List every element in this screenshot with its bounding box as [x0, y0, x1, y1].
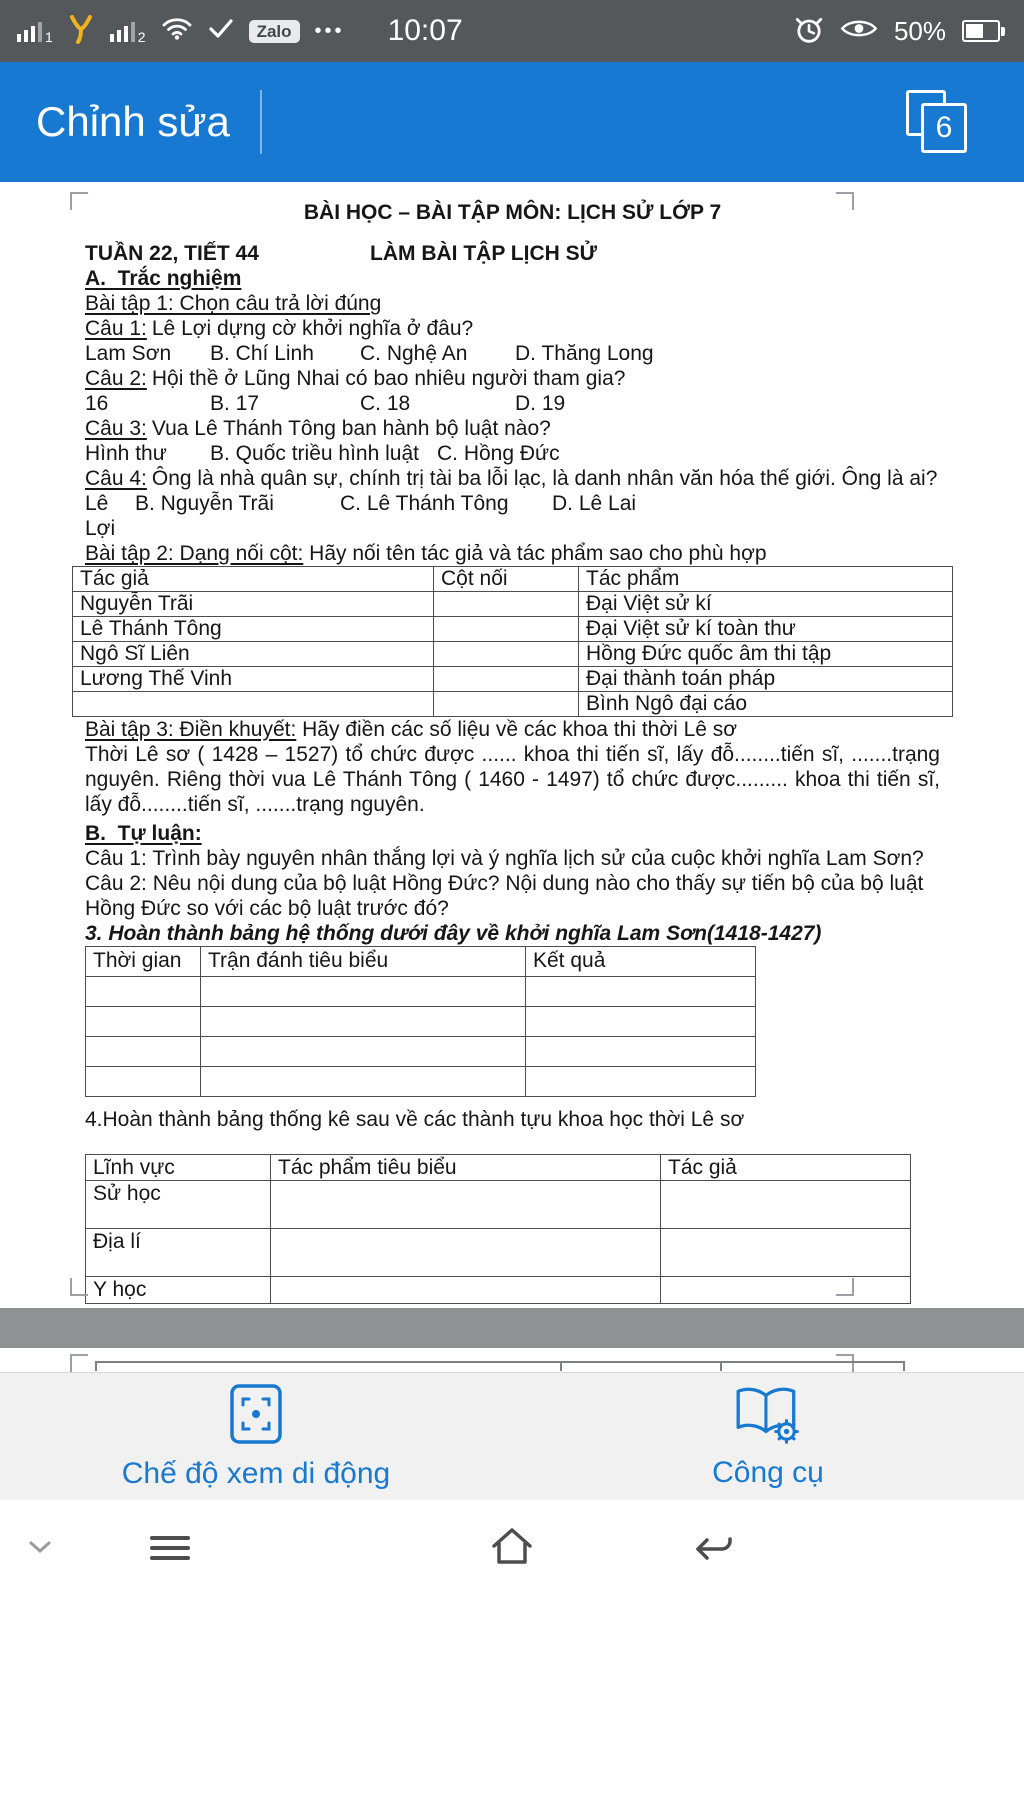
next-page-table-preview: [95, 1361, 905, 1363]
battery-fill: [966, 24, 983, 38]
exercise3-body: Thời Lê sơ ( 1428 – 1527) tổ chức được ...... khoa thi tiến sĩ, lấy đỗ........tiến sĩ, .......trạng nguyên. Riêng thời vua Lê Thánh Tông ( 1460 - 1497) tổ chức được......... khoa thi tiến sĩ, lấy đỗ........tiến sĩ, .......trạng nguyên.: [85, 743, 940, 816]
empty-cell: [526, 1067, 756, 1097]
page-count-value: 6: [921, 103, 967, 153]
lamson-col-result: Kết quả: [526, 947, 756, 977]
exercise1-heading: Bài tập 1: Chọn câu trả lời đúng: [85, 292, 382, 315]
table-row: [86, 947, 756, 977]
empty-cell: [201, 1007, 526, 1037]
empty-cell: [434, 592, 579, 617]
essay-question-1: Câu 1: Trình bày nguyên nhân thắng lợi và ý nghĩa lịch sử của cuộc khởi nghĩa Lam Sơn?: [85, 847, 924, 870]
achv-col-work: Tác phẩm tiêu biểu: [271, 1155, 661, 1181]
home-button[interactable]: [489, 1526, 535, 1571]
table-row: Ngô Sĩ Liên Hồng Đức quốc âm thi tập: [73, 642, 953, 667]
table-line-stub: [95, 1363, 97, 1371]
mobile-view-button[interactable]: [0, 1373, 512, 1500]
crop-mark-top-right: [836, 1354, 854, 1372]
notification-overflow-dots: •••: [314, 19, 345, 42]
table-line-stub: [903, 1363, 905, 1371]
chevron-down-icon: [28, 1540, 52, 1554]
wifi-icon: [161, 16, 193, 46]
tools-label: Công cụ: [712, 1455, 824, 1489]
zalo-notification-badge: Zalo: [249, 20, 300, 43]
empty-cell: [526, 1037, 756, 1067]
sim1-number: 1: [45, 29, 53, 45]
table-row: [86, 1155, 911, 1181]
signal-sim1-icon: [16, 18, 53, 44]
home-icon: [489, 1526, 535, 1566]
document-area: [0, 182, 1024, 1372]
week-row: [85, 241, 940, 266]
empty-cell: [661, 1181, 911, 1229]
crop-mark-bottom-right: [836, 1278, 854, 1296]
table-row: Lê Thánh Tông Đại Việt sử kí toàn thư: [73, 617, 953, 642]
hamburger-icon: [149, 1533, 191, 1563]
question-4: Câu 4: Ông là nhà quân sự, chính trị tài ba lỗi lạc, là danh nhân văn hóa thế giới. Ông là ai?: [85, 467, 938, 490]
header-divider: [260, 90, 262, 154]
table-line-stub: [720, 1363, 722, 1371]
collapse-toolbar-button[interactable]: [28, 1540, 52, 1559]
back-button[interactable]: [688, 1530, 736, 1569]
mobile-view-label: Chế độ xem di động: [121, 1456, 391, 1490]
app-notification-icon: [68, 14, 94, 49]
question-2: Câu 2: Hội thề ở Lũng Nhai có bao nhiêu người tham gia?: [85, 367, 626, 390]
crop-mark-top-left: [70, 192, 88, 210]
bottom-navbar: [0, 1500, 1024, 1820]
empty-cell: [86, 1007, 201, 1037]
empty-cell: [201, 977, 526, 1007]
essay-question-2: Câu 2: Nêu nội dung của bộ luật Hồng Đức? Nội dung nào cho thấy sự tiến bộ của bộ luật Hồng Đức so với các bộ luật trước đó?: [85, 872, 924, 920]
achievements-table: [85, 1154, 911, 1304]
table-row: [86, 1037, 756, 1067]
empty-cell: [271, 1181, 661, 1229]
section-a-heading: A. Trắc nghiệm: [85, 267, 242, 290]
table-row: Lương Thế Vinh Đại thành toán pháp: [73, 667, 953, 692]
crop-mark-bottom-left: [70, 1278, 88, 1296]
achv-col-author: Tác giả: [661, 1155, 911, 1181]
question-3: Câu 3: Vua Lê Thánh Tông ban hành bộ luật nào?: [85, 417, 551, 440]
essay-question-4: 4.Hoàn thành bảng thống kê sau về các thành tựu khoa học thời Lê sơ: [85, 1108, 745, 1131]
tools-button[interactable]: [512, 1373, 1024, 1500]
table-row: [86, 1007, 756, 1037]
lamson-col-battle: Trận đánh tiêu biểu: [201, 947, 526, 977]
empty-cell: [86, 1067, 201, 1097]
next-page-preview[interactable]: [0, 1348, 1024, 1372]
empty-cell: [526, 1007, 756, 1037]
crop-mark-top-left: [70, 1354, 88, 1372]
question-4-options: Lê Lợi B. Nguyễn Trãi C. Lê Thánh Tông D. Lê Lai: [85, 492, 637, 540]
alarm-icon: [794, 14, 824, 49]
empty-cell: [661, 1229, 911, 1277]
lam-son-table: [85, 946, 756, 1097]
battery-icon: [962, 20, 1000, 42]
page-count-button[interactable]: [906, 90, 970, 154]
empty-cell: [201, 1037, 526, 1067]
lamson-col-time: Thời gian: [86, 947, 201, 977]
table-row: Sử học: [86, 1181, 911, 1229]
signal-sim2-icon: [109, 18, 146, 44]
empty-cell: [271, 1277, 661, 1304]
matching-col-author: Tác giả: [73, 567, 434, 592]
document-page[interactable]: [0, 182, 1024, 1308]
question-1-options: Lam Sơn B. Chí Linh C. Nghệ An D. Thăng Long: [85, 342, 654, 365]
table-row: [86, 977, 756, 1007]
battery-tip: [1001, 27, 1005, 36]
question-2-options: 16 B. 17 C. 18 D. 19: [85, 392, 566, 415]
app-header: [0, 62, 1024, 182]
matching-col-work: Tác phẩm: [579, 567, 953, 592]
empty-cell: [434, 667, 579, 692]
table-row: Bình Ngô đại cáo: [73, 692, 953, 717]
bottom-toolbar: [0, 1372, 1024, 1500]
week-label: TUẦN 22, TIẾT 44: [85, 242, 259, 265]
table-row: [86, 1067, 756, 1097]
question-3-options: Hình thư B. Quốc triều hình luật C. Hồng Đức: [85, 442, 560, 465]
mobile-view-icon: [229, 1383, 283, 1450]
empty-cell: [434, 617, 579, 642]
achv-col-field: Lĩnh vực: [86, 1155, 271, 1181]
table-row: Địa lí: [86, 1229, 911, 1277]
eye-icon: [840, 17, 878, 45]
empty-cell: [271, 1229, 661, 1277]
battery-percent: 50%: [893, 15, 946, 46]
empty-cell: [73, 692, 434, 717]
status-time: 10:07: [387, 14, 463, 47]
table-row: [73, 567, 953, 592]
status-system-icons: [794, 14, 1008, 49]
check-notification-icon: [208, 17, 234, 46]
matching-col-connector: Cột nối: [434, 567, 579, 592]
book-gear-icon: [732, 1384, 804, 1449]
question-1: Câu 1: Lê Lợi dựng cờ khởi nghĩa ở đâu?: [85, 317, 474, 340]
task-label: LÀM BÀI TẬP LỊCH SỬ: [370, 242, 598, 265]
empty-cell: [434, 642, 579, 667]
exercise3-heading: Bài tập 3: Điền khuyết: Hãy điền các số liệu về các khoa thi thời Lê sơ: [85, 718, 738, 741]
essay-question-3: 3. Hoàn thành bảng hệ thống dưới đây về khởi nghĩa Lam Sơn(1418-1427): [85, 922, 822, 945]
section-b-heading: B. Tự luận:: [85, 822, 202, 845]
empty-cell: [86, 1037, 201, 1067]
status-notification-icons: [16, 14, 463, 49]
empty-cell: [526, 977, 756, 1007]
status-bar: [0, 0, 1024, 62]
table-line-stub: [560, 1363, 562, 1371]
table-row: Y học: [86, 1277, 911, 1304]
document-content: [0, 182, 1024, 1304]
sim2-number: 2: [137, 29, 146, 45]
crop-mark-top-right: [836, 192, 854, 210]
menu-button[interactable]: [149, 1533, 191, 1568]
matching-table: [72, 566, 953, 717]
exercise2-heading: Bài tập 2: Dạng nối cột: Hãy nối tên tác giả và tác phẩm sao cho phù hợp: [85, 542, 767, 565]
empty-cell: [86, 977, 201, 1007]
empty-cell: [434, 692, 579, 717]
table-row: Nguyễn Trãi Đại Việt sử kí: [73, 592, 953, 617]
back-arrow-icon: [688, 1530, 736, 1564]
doc-title: BÀI HỌC – BÀI TẬP MÔN: LỊCH SỬ LỚP 7: [303, 201, 722, 224]
edit-mode-button[interactable]: Chỉnh sửa: [36, 98, 230, 145]
page-gap: [0, 1308, 1024, 1348]
empty-cell: [661, 1277, 911, 1304]
empty-cell: [201, 1067, 526, 1097]
